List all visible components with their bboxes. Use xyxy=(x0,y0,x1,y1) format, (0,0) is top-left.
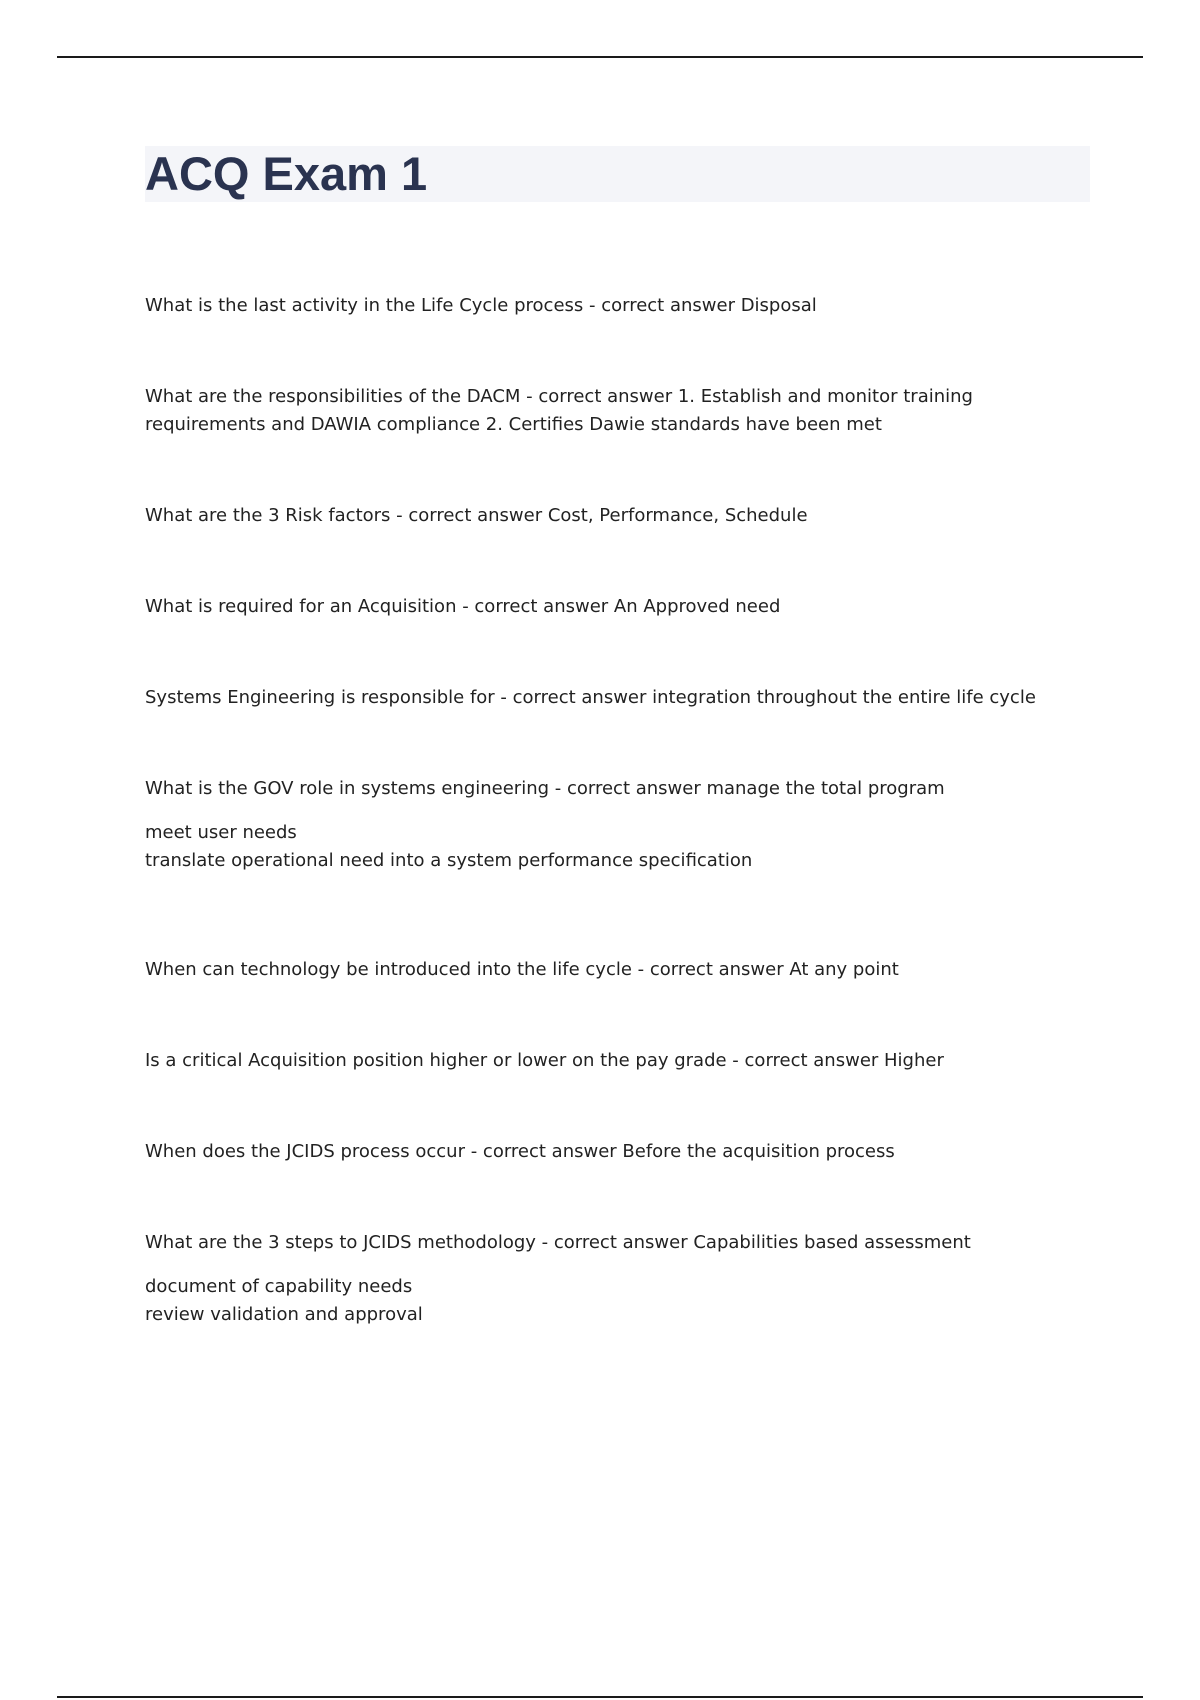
qa-extra-line: review validation and approval xyxy=(145,1304,423,1325)
qa-item-8 xyxy=(145,1047,1050,1075)
qa-text: What is required for an Acquisition - correct answer An Approved need xyxy=(145,596,781,617)
qa-text: Systems Engineering is responsible for - correct answer integration throughout the entire life cycle xyxy=(145,687,1036,708)
qa-text: What are the 3 Risk factors - correct answer Cost, Performance, Schedule xyxy=(145,505,808,526)
qa-extra-line: translate operational need into a system performance specification xyxy=(145,850,753,871)
qa-item-2 xyxy=(145,383,1050,439)
qa-text: When does the JCIDS process occur - correct answer Before the acquisition process xyxy=(145,1141,895,1162)
qa-item-4 xyxy=(145,593,1050,621)
qa-item-6 xyxy=(145,775,1050,875)
qa-item-7 xyxy=(145,956,1050,984)
qa-item-9 xyxy=(145,1138,1050,1166)
qa-item-3 xyxy=(145,502,1050,530)
bottom-divider xyxy=(57,1696,1143,1698)
qa-text: What are the 3 steps to JCIDS methodology - correct answer Capabilities based assessment xyxy=(145,1232,971,1253)
top-divider xyxy=(57,56,1143,58)
qa-text: What is the last activity in the Life Cycle process - correct answer Disposal xyxy=(145,295,817,316)
qa-item-1 xyxy=(145,292,1050,320)
qa-item-10 xyxy=(145,1229,1050,1329)
qa-text: When can technology be introduced into the life cycle - correct answer At any point xyxy=(145,959,899,980)
qa-item-5 xyxy=(145,684,1050,712)
qa-extra-line: meet user needs xyxy=(145,822,297,843)
document-title: ACQ Exam 1 xyxy=(145,147,428,200)
qa-extra-line: document of capability needs xyxy=(145,1276,413,1297)
qa-text: What are the responsibilities of the DACM - correct answer 1. Establish and monitor training requirements and DAWIA compliance 2. Certifies Dawie standards have been met xyxy=(145,386,973,435)
qa-text: Is a critical Acquisition position higher or lower on the pay grade - correct answer Higher xyxy=(145,1050,944,1071)
qa-text: What is the GOV role in systems engineering - correct answer manage the total program xyxy=(145,778,945,799)
